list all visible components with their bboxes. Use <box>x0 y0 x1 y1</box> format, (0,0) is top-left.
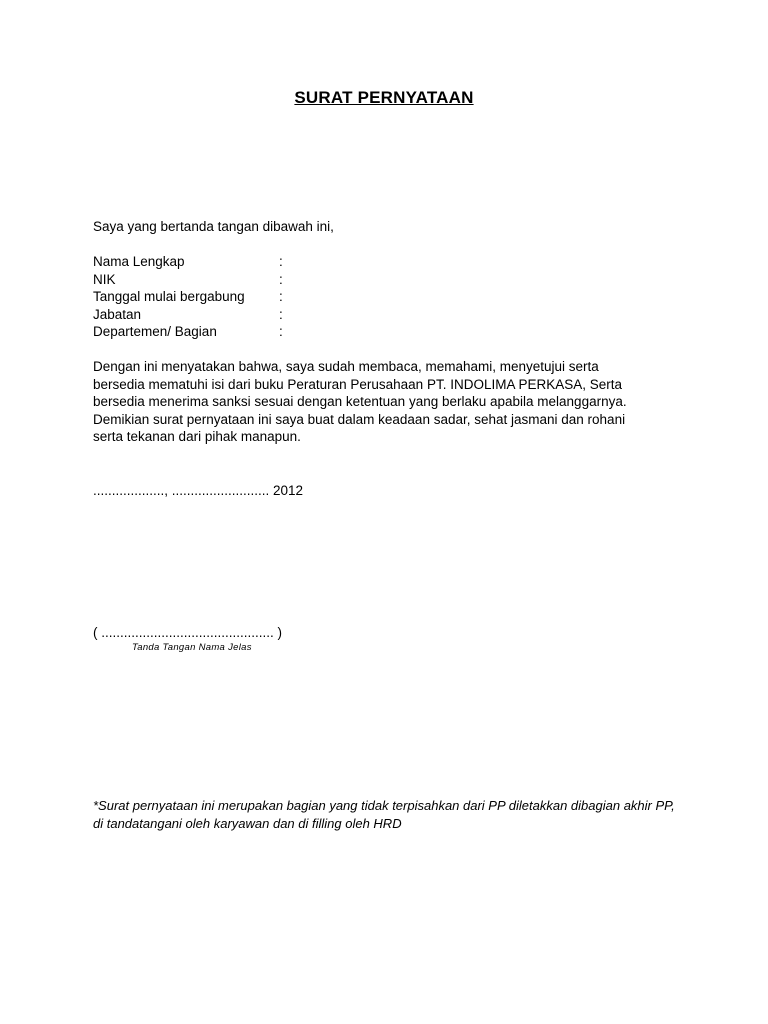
field-colon: : <box>279 254 283 269</box>
field-label: Jabatan <box>93 306 142 322</box>
field-row-nik <box>93 271 289 289</box>
field-label: Nama Lengkap <box>93 254 185 269</box>
document-title: SURAT PERNYATAAN <box>294 88 474 107</box>
footnote-line: di tandatangani oleh karyawan dan di filling oleh HRD <box>93 815 402 831</box>
field-row-position <box>93 306 289 324</box>
statement-paragraph <box>93 358 693 446</box>
signature-caption: Tanda Tangan Nama Jelas <box>132 642 252 653</box>
field-label: NIK <box>93 271 116 287</box>
footnote <box>93 797 713 832</box>
field-colon: : <box>279 289 283 304</box>
field-colon: : <box>279 324 283 339</box>
field-label: Tanggal mulai bergabung <box>93 289 245 304</box>
statement-line: bersedia mematuhi isi dari buku Peraturan Perusahaan PT. INDOLIMA PERKASA, Serta <box>93 376 623 392</box>
place-date-line: ..................., .......................... 2012 <box>93 483 304 498</box>
statement-line: Dengan ini menyatakan bahwa, saya sudah membaca, memahami, menyetujui serta <box>93 359 599 374</box>
statement-line: bersedia menerima sanksi sesuai dengan ketentuan yang berlaku apabila melanggarnya. <box>93 394 627 409</box>
field-row-full-name <box>93 253 289 271</box>
statement-line: serta tekanan dari pihak manapun. <box>93 429 301 444</box>
statement-line: Demikian surat pernyataan ini saya buat dalam keadaan sadar, sehat jasmani dan rohani <box>93 411 626 427</box>
field-colon: : <box>279 306 283 322</box>
signature-line: ( .............................................. ) <box>93 625 283 640</box>
identity-fields <box>93 253 289 341</box>
footnote-line: *Surat pernyataan ini merupakan bagian yang tidak terpisahkan dari PP diletakkan dibagian akhir PP, <box>93 798 675 813</box>
field-row-department <box>93 323 289 341</box>
field-colon: : <box>279 271 283 287</box>
field-row-join-date <box>93 288 289 306</box>
intro-text: Saya yang bertanda tangan dibawah ini, <box>93 219 334 234</box>
field-label: Departemen/ Bagian <box>93 324 217 339</box>
